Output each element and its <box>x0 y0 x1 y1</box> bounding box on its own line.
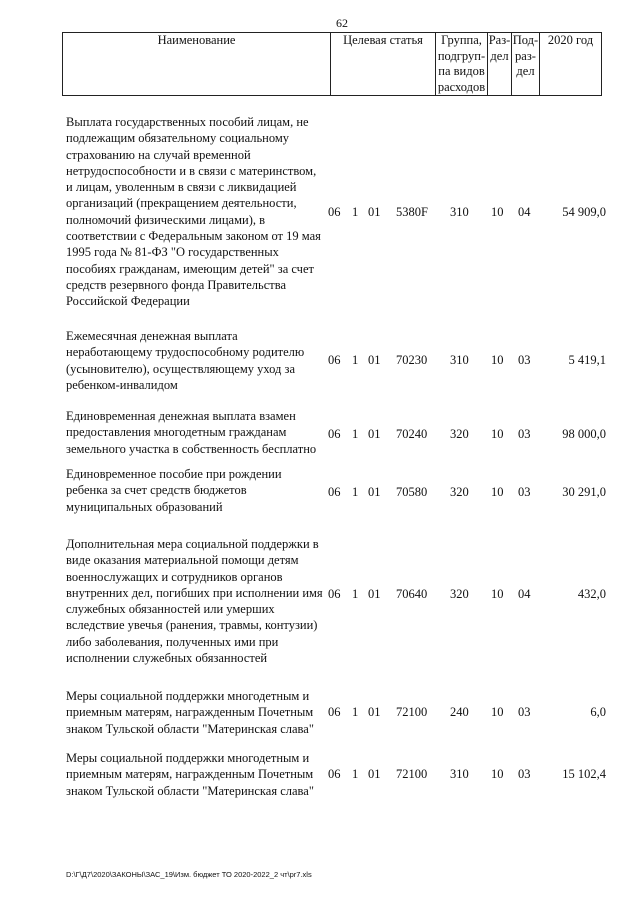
amount: 5 419,1 <box>568 353 606 367</box>
row-name: Выплата государственных пособий лицам, не подлежащим обязательному социальному страхованию на случай временной нетрудоспособности и в связи с материнством, и лицам, уволенным в связи с ликвидацией организаций (прекращением деятельности, полномочий физическими лицами), в соответствии с Федеральным законом от 19 мая 1995 года № 81-ФЗ "О государственных пособиях гражданам, имеющим детей" за счет средств резервного фонда Правительства Российской Федерации <box>66 115 321 309</box>
podrazdel-code: 03 <box>518 485 531 499</box>
target-code-2: 1 <box>352 485 359 499</box>
header-year-label: 2020 год <box>547 33 594 47</box>
file-path-footer: D:\Г\Д7\2020\ЗАКОНЫ\ЗАС_19\Изм. бюджет ТО 2020-2022_2 чт\pr7.xls <box>66 870 312 879</box>
target-code-3: 01 <box>368 485 381 499</box>
header-group-line: па видов <box>438 64 485 78</box>
target-code-1: 06 <box>328 353 341 367</box>
target-code-2: 1 <box>352 587 359 601</box>
row-name: Ежемесячная денежная выплата неработающему трудоспособному родителю (усыновителю), осуществляющему уход за ребенком-инвалидом <box>66 329 305 392</box>
header-podrazdel-line: дел <box>516 64 535 78</box>
target-code-2: 1 <box>352 353 359 367</box>
razdel-code: 10 <box>491 427 504 441</box>
razdel-code: 10 <box>491 705 504 719</box>
razdel-code: 10 <box>491 767 504 781</box>
podrazdel-code: 03 <box>518 767 531 781</box>
target-code-4: 70580 <box>396 485 428 499</box>
target-code-1: 06 <box>328 767 341 781</box>
group-code: 320 <box>450 587 469 601</box>
header-razdel-line: Раз- <box>488 33 511 47</box>
target-code-3: 01 <box>368 705 381 719</box>
header-name-label: Наименование <box>157 33 236 47</box>
table-header <box>62 32 602 96</box>
row-name: Единовременное пособие при рождении ребенка за счет средств бюджетов муниципальных образований <box>66 467 282 514</box>
target-code-2: 1 <box>352 767 359 781</box>
target-code-1: 06 <box>328 427 341 441</box>
target-code-2: 1 <box>352 427 359 441</box>
group-code: 320 <box>450 427 469 441</box>
amount: 6,0 <box>590 705 606 719</box>
target-code-2: 1 <box>352 205 359 219</box>
group-code: 240 <box>450 705 469 719</box>
target-code-4: 72100 <box>396 705 428 719</box>
podrazdel-code: 04 <box>518 205 531 219</box>
amount: 30 291,0 <box>562 485 606 499</box>
row-name: Меры социальной поддержки многодетным и приемным матерям, награжденным Почетным знаком Тульской области "Материнская слава" <box>66 689 314 736</box>
target-code-3: 01 <box>368 353 381 367</box>
amount: 15 102,4 <box>562 767 606 781</box>
row-name: Дополнительная мера социальной поддержки в виде оказания материальной помощи детям военнослужащих и сотрудников органов внутренних дел, погибших при исполнении имя служебных обязанностей или умерших вследствие увечья (ранения, травмы, контузии) либо заболевания, полученных ими при исполнении служебных обязанностей <box>66 537 323 666</box>
target-code-3: 01 <box>368 205 381 219</box>
header-target <box>331 33 436 95</box>
razdel-code: 10 <box>491 205 504 219</box>
target-code-4: 70240 <box>396 427 428 441</box>
target-code-3: 01 <box>368 767 381 781</box>
target-code-4: 70230 <box>396 353 428 367</box>
target-code-4: 70640 <box>396 587 428 601</box>
header-group-line: Группа, <box>441 33 482 47</box>
row-name: Меры социальной поддержки многодетным и приемным матерям, награжденным Почетным знаком Тульской области "Материнская слава" <box>66 751 314 798</box>
row-name: Единовременная денежная выплата взамен предоставления многодетным гражданам земельного участка в собственность бесплатно <box>66 409 317 456</box>
header-group <box>436 33 488 95</box>
header-year <box>540 33 601 95</box>
target-code-3: 01 <box>368 587 381 601</box>
razdel-code: 10 <box>491 353 504 367</box>
amount: 432,0 <box>577 587 606 601</box>
target-code-4: 5380F <box>396 205 428 219</box>
razdel-code: 10 <box>491 485 504 499</box>
target-code-1: 06 <box>328 205 341 219</box>
page-number: 62 <box>336 16 348 30</box>
podrazdel-code: 03 <box>518 427 531 441</box>
header-razdel <box>488 33 512 95</box>
header-name <box>63 33 331 95</box>
group-code: 310 <box>450 767 469 781</box>
target-code-2: 1 <box>352 705 359 719</box>
header-group-line: подгруп- <box>437 48 486 63</box>
target-code-4: 72100 <box>396 767 428 781</box>
header-group-line: расходов <box>437 79 486 94</box>
group-code: 310 <box>450 353 469 367</box>
amount: 98 000,0 <box>562 427 606 441</box>
podrazdel-code: 03 <box>518 353 531 367</box>
header-podrazdel-line: раз- <box>515 48 536 63</box>
podrazdel-code: 03 <box>518 705 531 719</box>
target-code-3: 01 <box>368 427 381 441</box>
header-target-label: Целевая статья <box>343 33 423 47</box>
target-code-1: 06 <box>328 587 341 601</box>
amount: 54 909,0 <box>562 205 606 219</box>
header-podrazdel <box>512 33 540 95</box>
razdel-code: 10 <box>491 587 504 601</box>
group-code: 320 <box>450 485 469 499</box>
target-code-1: 06 <box>328 705 341 719</box>
podrazdel-code: 04 <box>518 587 531 601</box>
header-razdel-line: дел <box>490 48 509 63</box>
header-podrazdel-line: Под- <box>512 33 539 47</box>
target-code-1: 06 <box>328 485 341 499</box>
group-code: 310 <box>450 205 469 219</box>
